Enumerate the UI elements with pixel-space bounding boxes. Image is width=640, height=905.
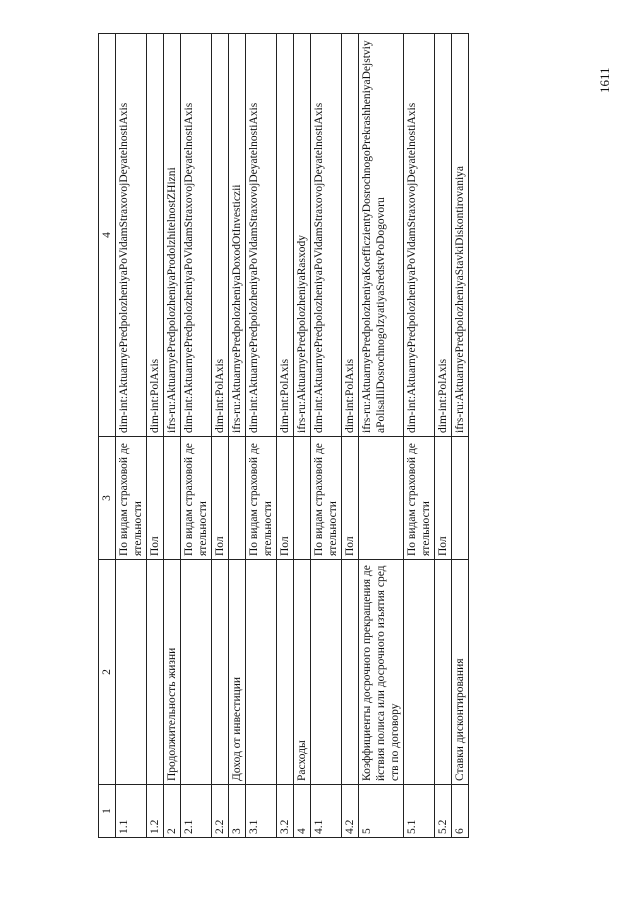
dimension-cell — [229, 437, 246, 560]
code-cell: dim-int:AktuarnyePredpolozheniyaPoVidamStraxovojDeyatelnostiAxis — [311, 34, 342, 437]
indicator-name-cell — [212, 560, 229, 785]
table-row — [116, 34, 147, 838]
indicator-name-cell: Доход от инвестиции — [229, 560, 246, 785]
table-row — [404, 34, 435, 838]
table-row — [359, 34, 404, 838]
code-cell: dim-int:PolAxis — [212, 34, 229, 437]
dimension-cell: По видам страховой деятельности — [311, 437, 342, 560]
code-cell: ifrs-ru:AktuarnyePredpolozheniyaProdolzhitelnostZHizni — [164, 34, 181, 437]
row-number-cell: 4.1 — [311, 785, 342, 838]
code-cell: ifrs-ru:AktuarnyePredpolozheniyaRasxody — [294, 34, 311, 437]
table-row — [277, 34, 294, 838]
dimension-cell — [359, 437, 404, 560]
dimension-cell: Пол — [212, 437, 229, 560]
row-number-cell: 2.2 — [212, 785, 229, 838]
indicator-name-cell: Ставки дисконтирования — [452, 560, 469, 785]
table-row — [294, 34, 311, 838]
dimension-cell: Пол — [342, 437, 359, 560]
indicator-name-cell — [435, 560, 452, 785]
dimension-cell — [164, 437, 181, 560]
header-cell-3: 3 — [99, 437, 116, 560]
row-number-cell: 1.2 — [147, 785, 164, 838]
table-row — [147, 34, 164, 838]
code-cell: dim-int:PolAxis — [277, 34, 294, 437]
row-number-cell: 4.2 — [342, 785, 359, 838]
code-cell: dim-int:PolAxis — [147, 34, 164, 437]
table-row — [246, 34, 277, 838]
header-cell-4: 4 — [99, 34, 116, 437]
header-cell-2: 2 — [99, 560, 116, 785]
table-body — [99, 34, 469, 838]
row-number-cell: 5.1 — [404, 785, 435, 838]
indicator-name-cell — [147, 560, 164, 785]
table-row — [164, 34, 181, 838]
dimension-cell — [452, 437, 469, 560]
table-header-row — [99, 34, 116, 838]
dimension-cell — [294, 437, 311, 560]
row-number-cell: 2 — [164, 785, 181, 838]
header-cell-1: 1 — [99, 785, 116, 838]
code-cell: ifrs-ru:AktuarnyePredpolozheniyaStavkiDiskontirovaniya — [452, 34, 469, 437]
dimension-cell: По видам страховой деятельности — [116, 437, 147, 560]
code-cell: ifrs-ru:AktuarnyePredpolozheniyaKoefficzientyDosrochnogoPrekrashheniyaDejstviyaPolisaIliDosrochnogoIzyatiyaSredstvPoDogovoru — [359, 34, 404, 437]
indicator-name-cell — [311, 560, 342, 785]
row-number-cell: 1.1 — [116, 785, 147, 838]
indicator-name-cell: Коэффициенты досрочного прекращения действия полиса или досрочного изъятия средств по договору — [359, 560, 404, 785]
dimension-cell: По видам страховой деятельности — [404, 437, 435, 560]
indicator-name-cell — [342, 560, 359, 785]
code-cell: dim-int:AktuarnyePredpolozheniyaPoVidamStraxovojDeyatelnostiAxis — [116, 34, 147, 437]
table-row — [342, 34, 359, 838]
dimension-cell: Пол — [435, 437, 452, 560]
row-number-cell: 3 — [229, 785, 246, 838]
code-cell: dim-int:PolAxis — [435, 34, 452, 437]
row-number-cell: 3.1 — [246, 785, 277, 838]
page-number: 1611 — [597, 67, 612, 93]
row-number-cell: 3.2 — [277, 785, 294, 838]
table-row — [229, 34, 246, 838]
code-cell: dim-int:AktuarnyePredpolozheniyaPoVidamStraxovojDeyatelnostiAxis — [181, 34, 212, 437]
indicator-name-cell — [116, 560, 147, 785]
dimension-cell: Пол — [147, 437, 164, 560]
indicator-name-cell — [404, 560, 435, 785]
row-number-cell: 5.2 — [435, 785, 452, 838]
table-row — [212, 34, 229, 838]
row-number-cell: 6 — [452, 785, 469, 838]
code-cell: dim-int:AktuarnyePredpolozheniyaPoVidamStraxovojDeyatelnostiAxis — [404, 34, 435, 437]
dimension-cell: По видам страховой деятельности — [246, 437, 277, 560]
indicator-name-cell: Расходы — [294, 560, 311, 785]
indicator-name-cell — [277, 560, 294, 785]
table-row — [452, 34, 469, 838]
row-number-cell: 2.1 — [181, 785, 212, 838]
table-row — [435, 34, 452, 838]
row-number-cell: 4 — [294, 785, 311, 838]
table-row — [311, 34, 342, 838]
indicator-name-cell — [181, 560, 212, 785]
indicator-name-cell: Продолжительность жизни — [164, 560, 181, 785]
code-cell: dim-int:PolAxis — [342, 34, 359, 437]
indicator-name-cell — [246, 560, 277, 785]
dimension-cell: Пол — [277, 437, 294, 560]
code-cell: ifrs-ru:AktuarnyePredpolozheniyaDoxodOtInvesticzii — [229, 34, 246, 437]
data-table — [98, 33, 469, 838]
dimension-cell: По видам страховой деятельности — [181, 437, 212, 560]
code-cell: dim-int:AktuarnyePredpolozheniyaPoVidamStraxovojDeyatelnostiAxis — [246, 34, 277, 437]
rotated-table-container — [98, 40, 538, 838]
row-number-cell: 5 — [359, 785, 404, 838]
table-row — [181, 34, 212, 838]
